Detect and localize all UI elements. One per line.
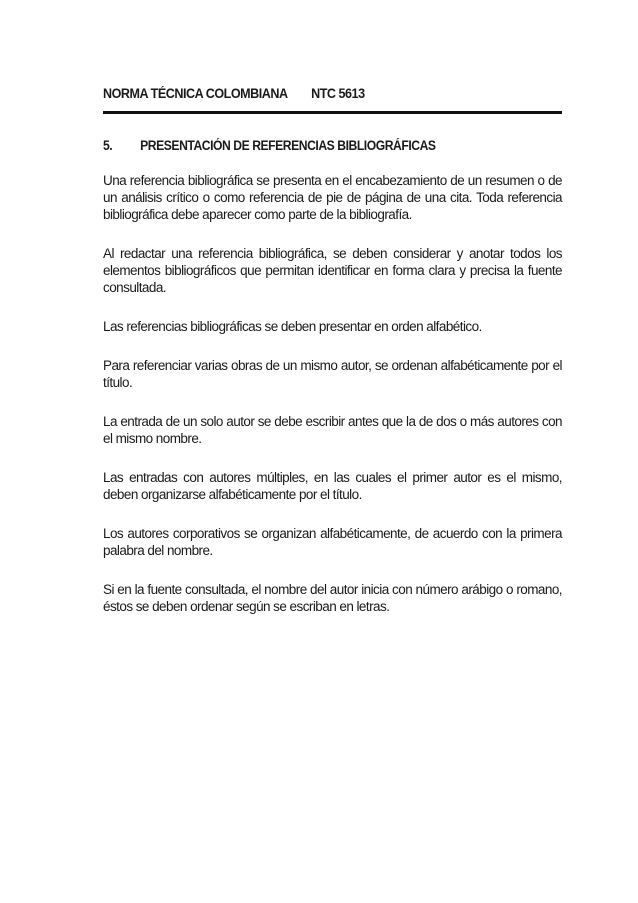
paragraph: Para referenciar varias obras de un mismo autor, se ordenan alfabéticamente por el título. — [103, 358, 562, 390]
paragraph: La entrada de un solo autor se debe escribir antes que la de dos o más autores con el mismo nombre. — [103, 414, 562, 446]
paragraph: Al redactar una referencia bibliográfica, se deben considerar y anotar todos los elementos bibliográficos que permitan identificar en forma clara y precisa la fuente consultada. — [103, 246, 562, 295]
paragraph: Las entradas con autores múltiples, en las cuales el primer autor es el mismo, deben organizarse alfabéticamente por el título. — [103, 470, 562, 502]
paragraph: Las referencias bibliográficas se deben presentar en orden alfabético. — [103, 319, 482, 334]
standard-code: NTC 5613 — [311, 86, 365, 101]
paragraph: Los autores corporativos se organizan alfabéticamente, de acuerdo con la primera palabra del nombre. — [103, 526, 562, 558]
section-title: PRESENTACIÓN DE REFERENCIAS BIBLIOGRÁFICAS — [140, 138, 436, 153]
section-number: 5. — [103, 138, 113, 153]
section-heading — [103, 138, 436, 153]
body-text — [103, 172, 562, 637]
header-divider — [103, 111, 562, 114]
paragraph: Si en la fuente consultada, el nombre del autor inicia con número arábigo o romano, éstos se deben ordenar según se escriban en letras. — [103, 582, 562, 614]
paragraph: Una referencia bibliográfica se presenta en el encabezamiento de un resumen o de un análisis crítico o como referencia de pie de página de una cita. Toda referencia bibliográfica debe aparecer como parte de la bibliografía. — [103, 173, 562, 222]
standard-name: NORMA TÉCNICA COLOMBIANA — [103, 86, 288, 101]
page-header — [103, 86, 503, 101]
